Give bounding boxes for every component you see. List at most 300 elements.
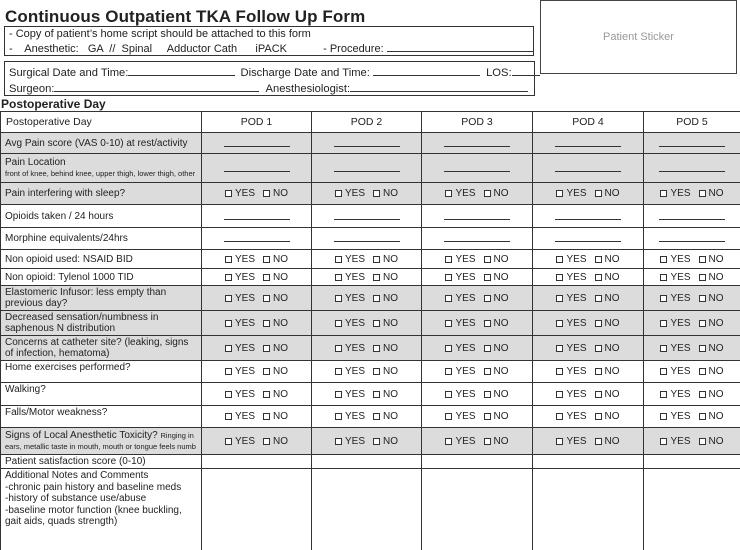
row-label: Concerns at catheter site? (leaking, signs of infection, hematoma): [5, 337, 189, 359]
answer-line[interactable]: [659, 232, 725, 242]
pod-1-cell: [202, 286, 312, 311]
answer-line[interactable]: [224, 232, 290, 242]
no-label: NO: [383, 342, 398, 354]
yes-no-group: [225, 389, 288, 400]
procedure-label: - Procedure:: [323, 43, 384, 55]
yes-checkbox[interactable]: [660, 295, 667, 302]
no-checkbox[interactable]: [595, 413, 602, 420]
pod-2-cell: [312, 228, 422, 250]
answer-line[interactable]: [444, 232, 510, 242]
yes-no-group: [225, 272, 288, 283]
no-label: NO: [708, 342, 724, 354]
procedure-field[interactable]: [387, 41, 533, 52]
pod-3-cell[interactable]: [422, 455, 533, 469]
yes-checkbox[interactable]: [335, 295, 342, 302]
pod-3-cell: [422, 133, 533, 154]
answer-line[interactable]: [334, 137, 400, 147]
no-label: NO: [604, 253, 620, 265]
no-checkbox[interactable]: [484, 391, 491, 398]
no-checkbox[interactable]: [484, 345, 491, 352]
yes-checkbox[interactable]: [225, 190, 232, 197]
yes-no-group: [660, 293, 723, 304]
no-label: NO: [493, 388, 509, 400]
answer-line[interactable]: [444, 210, 510, 220]
pod-5-cell: [644, 250, 740, 269]
row-question: [1, 336, 202, 361]
pod-3-cell: [422, 250, 533, 269]
yes-label: YES: [344, 271, 365, 283]
table-row: [1, 383, 740, 406]
yes-checkbox[interactable]: [445, 438, 452, 445]
los-label: LOS:: [486, 67, 512, 79]
yes-checkbox[interactable]: [225, 274, 232, 281]
no-label: NO: [273, 292, 288, 304]
pod-1-cell[interactable]: [202, 469, 312, 550]
yes-label: YES: [234, 292, 255, 304]
no-label: NO: [493, 253, 509, 265]
no-label: NO: [383, 317, 398, 329]
no-checkbox[interactable]: [373, 391, 380, 398]
staff-line: [9, 81, 530, 97]
yes-label: YES: [455, 292, 476, 304]
no-checkbox[interactable]: [263, 320, 270, 327]
no-checkbox[interactable]: [373, 295, 380, 302]
no-checkbox[interactable]: [263, 190, 270, 197]
pod-3-cell: [422, 269, 533, 286]
no-checkbox[interactable]: [699, 295, 706, 302]
no-checkbox[interactable]: [595, 438, 602, 445]
yes-no-group: [225, 343, 288, 354]
answer-line[interactable]: [334, 232, 400, 242]
yes-checkbox[interactable]: [225, 413, 232, 420]
no-checkbox[interactable]: [373, 345, 380, 352]
no-checkbox[interactable]: [484, 256, 491, 263]
yes-checkbox[interactable]: [335, 368, 342, 375]
yes-label: YES: [566, 435, 587, 447]
no-checkbox[interactable]: [373, 368, 380, 375]
pod-1-cell: [202, 250, 312, 269]
discharge-label: Discharge Date and Time:: [240, 67, 370, 79]
yes-checkbox[interactable]: [660, 438, 667, 445]
yes-no-group: [335, 293, 398, 304]
answer-line[interactable]: [224, 210, 290, 220]
row-label: Additional Notes and Comments: [5, 470, 149, 481]
yes-label: YES: [566, 366, 587, 377]
yes-checkbox[interactable]: [556, 190, 563, 197]
yes-label: YES: [455, 188, 476, 199]
yes-no-group: [660, 188, 723, 199]
row-question: [1, 383, 202, 406]
no-label: NO: [273, 188, 288, 199]
yes-no-group: [225, 254, 288, 265]
yes-checkbox[interactable]: [225, 345, 232, 352]
no-checkbox[interactable]: [373, 438, 380, 445]
pod-4-cell: [533, 205, 644, 228]
no-checkbox[interactable]: [699, 274, 706, 281]
yes-label: YES: [566, 342, 587, 354]
yes-checkbox[interactable]: [335, 345, 342, 352]
no-label: NO: [604, 435, 620, 447]
yes-no-group: [445, 366, 508, 377]
no-checkbox[interactable]: [373, 256, 380, 263]
los-field[interactable]: [512, 65, 540, 76]
answer-line[interactable]: [224, 137, 290, 147]
yes-no-group: [335, 272, 398, 283]
answer-line[interactable]: [334, 162, 400, 172]
pod-4-cell: [533, 361, 644, 383]
yes-no-group: [445, 343, 508, 354]
yes-checkbox[interactable]: [225, 295, 232, 302]
no-checkbox[interactable]: [699, 320, 706, 327]
yes-checkbox[interactable]: [445, 345, 452, 352]
no-label: NO: [604, 388, 620, 400]
yes-checkbox[interactable]: [556, 413, 563, 420]
pod-5-cell: [644, 154, 740, 183]
pod-1-cell[interactable]: [202, 455, 312, 469]
no-checkbox[interactable]: [595, 345, 602, 352]
no-checkbox[interactable]: [699, 190, 706, 197]
pod-4-cell: [533, 154, 644, 183]
yes-no-group: [556, 293, 619, 304]
yes-checkbox[interactable]: [335, 320, 342, 327]
no-checkbox[interactable]: [699, 368, 706, 375]
row-label: Avg Pain score (VAS 0-10) at rest/activity: [5, 137, 188, 149]
yes-no-group: [556, 436, 619, 447]
yes-checkbox[interactable]: [660, 345, 667, 352]
yes-checkbox[interactable]: [225, 438, 232, 445]
yes-no-group: [556, 366, 619, 377]
row-question: [1, 269, 202, 286]
row-question: [1, 361, 202, 383]
yes-no-group: [335, 366, 398, 377]
surgeon-label: Surgeon:: [9, 83, 55, 95]
yes-checkbox[interactable]: [445, 295, 452, 302]
no-checkbox[interactable]: [699, 438, 706, 445]
no-checkbox[interactable]: [699, 345, 706, 352]
yes-no-group: [660, 254, 723, 265]
yes-label: YES: [670, 435, 691, 447]
row-question: [1, 469, 202, 550]
pod-2-cell: [312, 154, 422, 183]
pod-1-cell: [202, 383, 312, 406]
pod-3-cell[interactable]: [422, 469, 533, 550]
no-checkbox[interactable]: [373, 320, 380, 327]
no-label: NO: [493, 366, 509, 377]
yes-checkbox[interactable]: [556, 368, 563, 375]
yes-checkbox[interactable]: [335, 413, 342, 420]
no-checkbox[interactable]: [595, 295, 602, 302]
header-pod-3: POD 3: [422, 112, 533, 133]
yes-no-group: [660, 436, 723, 447]
pod-2-cell[interactable]: [312, 469, 422, 550]
no-checkbox[interactable]: [595, 320, 602, 327]
pod-4-cell[interactable]: [533, 455, 644, 469]
pod-4-cell[interactable]: [533, 469, 644, 550]
yes-checkbox[interactable]: [556, 391, 563, 398]
pod-3-cell: [422, 336, 533, 361]
yes-checkbox[interactable]: [335, 190, 342, 197]
yes-label: YES: [455, 271, 476, 283]
pod-2-cell: [312, 250, 422, 269]
header-pod-4: POD 4: [533, 112, 644, 133]
yes-label: YES: [234, 388, 255, 400]
pod-4-cell: [533, 428, 644, 455]
no-checkbox[interactable]: [263, 438, 270, 445]
yes-checkbox[interactable]: [335, 274, 342, 281]
header-pod-1: POD 1: [202, 112, 312, 133]
no-label: NO: [273, 366, 288, 377]
row-sublabel: front of knee, behind knee, upper thigh, lower thigh, other: [5, 169, 196, 178]
yes-checkbox[interactable]: [225, 256, 232, 263]
no-checkbox[interactable]: [484, 190, 491, 197]
pod-2-cell[interactable]: [312, 455, 422, 469]
pod-1-cell: [202, 406, 312, 428]
no-checkbox[interactable]: [699, 256, 706, 263]
no-checkbox[interactable]: [484, 368, 491, 375]
yes-label: YES: [566, 292, 587, 304]
no-label: NO: [708, 388, 724, 400]
no-label: NO: [383, 271, 398, 283]
header-pod-2: POD 2: [312, 112, 422, 133]
pod-3-cell: [422, 428, 533, 455]
no-label: NO: [273, 253, 288, 265]
no-checkbox[interactable]: [373, 274, 380, 281]
yes-label: YES: [234, 253, 255, 265]
yes-label: YES: [234, 317, 255, 329]
yes-label: YES: [234, 188, 255, 199]
pod-4-cell: [533, 269, 644, 286]
row-label: Patient satisfaction score (0-10): [5, 456, 146, 467]
yes-label: YES: [566, 253, 587, 265]
answer-line[interactable]: [659, 137, 725, 147]
answer-line[interactable]: [444, 162, 510, 172]
yes-checkbox[interactable]: [225, 320, 232, 327]
yes-no-group: [556, 411, 619, 422]
yes-label: YES: [566, 388, 587, 400]
patient-sticker-area: [540, 0, 737, 74]
yes-no-group: [556, 272, 619, 283]
pod-5-cell: [644, 228, 740, 250]
yes-no-group: [225, 188, 288, 199]
pod-4-cell: [533, 183, 644, 205]
no-checkbox[interactable]: [484, 413, 491, 420]
yes-checkbox[interactable]: [556, 438, 563, 445]
no-checkbox[interactable]: [595, 274, 602, 281]
yes-no-group: [556, 389, 619, 400]
answer-line[interactable]: [555, 210, 621, 220]
row-label: Pain interfering with sleep?: [5, 188, 126, 199]
row-question: [1, 428, 202, 455]
answer-line[interactable]: [555, 162, 621, 172]
pod-1-cell: [202, 133, 312, 154]
no-label: NO: [493, 292, 509, 304]
pod-5-cell: [644, 428, 740, 455]
pod-2-cell: [312, 383, 422, 406]
discharge-date-field[interactable]: [373, 65, 480, 76]
yes-label: YES: [234, 271, 255, 283]
pod-4-cell: [533, 383, 644, 406]
table-row: [1, 455, 740, 469]
yes-checkbox[interactable]: [445, 274, 452, 281]
no-label: NO: [708, 253, 724, 265]
pod-5-cell[interactable]: [644, 469, 740, 550]
no-checkbox[interactable]: [595, 368, 602, 375]
yes-checkbox[interactable]: [445, 256, 452, 263]
no-checkbox[interactable]: [263, 256, 270, 263]
table-row: [1, 154, 740, 183]
yes-checkbox[interactable]: [335, 391, 342, 398]
yes-checkbox[interactable]: [445, 368, 452, 375]
pod-5-cell[interactable]: [644, 455, 740, 469]
answer-line[interactable]: [659, 210, 725, 220]
header-pod-5: POD 5: [644, 112, 740, 133]
yes-label: YES: [455, 342, 476, 354]
yes-checkbox[interactable]: [556, 274, 563, 281]
yes-label: YES: [344, 411, 365, 422]
instructions-box: [4, 26, 534, 56]
table-row: [1, 469, 740, 550]
yes-checkbox[interactable]: [335, 256, 342, 263]
no-checkbox[interactable]: [699, 413, 706, 420]
yes-checkbox[interactable]: [660, 413, 667, 420]
no-label: NO: [708, 411, 724, 422]
yes-checkbox[interactable]: [660, 391, 667, 398]
yes-checkbox[interactable]: [556, 345, 563, 352]
answer-line[interactable]: [224, 162, 290, 172]
yes-label: YES: [344, 342, 365, 354]
yes-label: YES: [455, 366, 476, 377]
no-checkbox[interactable]: [373, 190, 380, 197]
yes-checkbox[interactable]: [660, 274, 667, 281]
pod-1-cell: [202, 428, 312, 455]
no-label: NO: [708, 188, 724, 199]
no-checkbox[interactable]: [595, 190, 602, 197]
yes-label: YES: [455, 435, 476, 447]
no-label: NO: [708, 366, 724, 377]
yes-no-group: [445, 293, 508, 304]
yes-label: YES: [344, 366, 365, 377]
yes-checkbox[interactable]: [335, 438, 342, 445]
answer-line[interactable]: [334, 210, 400, 220]
no-checkbox[interactable]: [263, 274, 270, 281]
table-row: [1, 286, 740, 311]
yes-no-group: [445, 411, 508, 422]
answer-line[interactable]: [659, 162, 725, 172]
yes-label: YES: [455, 388, 476, 400]
pod-4-cell: [533, 228, 644, 250]
surgeon-field[interactable]: [54, 81, 259, 92]
row-question: [1, 311, 202, 336]
no-checkbox[interactable]: [263, 413, 270, 420]
answer-line[interactable]: [444, 137, 510, 147]
answer-line[interactable]: [555, 232, 621, 242]
no-checkbox[interactable]: [595, 391, 602, 398]
pod-2-cell: [312, 133, 422, 154]
yes-no-group: [556, 318, 619, 329]
no-label: NO: [383, 253, 398, 265]
yes-checkbox[interactable]: [660, 368, 667, 375]
pod-1-cell: [202, 228, 312, 250]
yes-checkbox[interactable]: [556, 256, 563, 263]
pod-2-cell: [312, 286, 422, 311]
yes-checkbox[interactable]: [445, 320, 452, 327]
pod-2-cell: [312, 406, 422, 428]
pod-4-cell: [533, 406, 644, 428]
yes-label: YES: [234, 411, 255, 422]
yes-label: YES: [344, 253, 365, 265]
row-question: [1, 228, 202, 250]
pod-1-cell: [202, 269, 312, 286]
yes-no-group: [335, 436, 398, 447]
yes-label: YES: [670, 388, 691, 400]
yes-checkbox[interactable]: [225, 391, 232, 398]
pod-2-cell: [312, 269, 422, 286]
no-checkbox[interactable]: [484, 274, 491, 281]
yes-checkbox[interactable]: [445, 190, 452, 197]
yes-checkbox[interactable]: [660, 256, 667, 263]
no-checkbox[interactable]: [595, 256, 602, 263]
anesthesiologist-field[interactable]: [350, 81, 528, 92]
pod-3-cell: [422, 228, 533, 250]
row-label: Opioids taken / 24 hours: [5, 210, 114, 222]
no-checkbox[interactable]: [263, 345, 270, 352]
no-checkbox[interactable]: [373, 413, 380, 420]
yes-checkbox[interactable]: [556, 295, 563, 302]
no-label: NO: [493, 317, 509, 329]
no-checkbox[interactable]: [263, 295, 270, 302]
no-checkbox[interactable]: [484, 295, 491, 302]
no-checkbox[interactable]: [263, 391, 270, 398]
surgical-date-field[interactable]: [128, 65, 235, 76]
yes-checkbox[interactable]: [225, 368, 232, 375]
yes-checkbox[interactable]: [445, 391, 452, 398]
no-label: NO: [604, 342, 620, 354]
no-label: NO: [273, 435, 288, 447]
pod-5-cell: [644, 133, 740, 154]
yes-no-group: [660, 318, 723, 329]
yes-checkbox[interactable]: [660, 190, 667, 197]
yes-checkbox[interactable]: [660, 320, 667, 327]
pod-3-cell: [422, 406, 533, 428]
yes-label: YES: [344, 317, 365, 329]
yes-no-group: [660, 366, 723, 377]
no-label: NO: [273, 271, 288, 283]
yes-no-group: [445, 389, 508, 400]
yes-no-group: [225, 436, 288, 447]
yes-checkbox[interactable]: [445, 413, 452, 420]
no-label: NO: [708, 271, 724, 283]
no-label: NO: [604, 292, 620, 304]
no-checkbox[interactable]: [699, 391, 706, 398]
yes-label: YES: [670, 292, 691, 304]
pod-1-cell: [202, 361, 312, 383]
pod-3-cell: [422, 205, 533, 228]
pod-5-cell: [644, 406, 740, 428]
case-info-box: [4, 61, 535, 96]
yes-label: YES: [670, 271, 691, 283]
anesthesiologist-label: Anesthesiologist:: [265, 83, 351, 95]
pod-3-cell: [422, 286, 533, 311]
patient-sticker-label: Patient Sticker: [603, 31, 674, 43]
no-checkbox[interactable]: [484, 438, 491, 445]
row-sublabel: Ringing in ears, metallic taste in mouth, mouth or tongue feels numb: [5, 431, 196, 451]
no-label: NO: [493, 271, 509, 283]
yes-no-group: [445, 318, 508, 329]
no-checkbox[interactable]: [484, 320, 491, 327]
no-checkbox[interactable]: [263, 368, 270, 375]
answer-line[interactable]: [555, 137, 621, 147]
yes-checkbox[interactable]: [556, 320, 563, 327]
